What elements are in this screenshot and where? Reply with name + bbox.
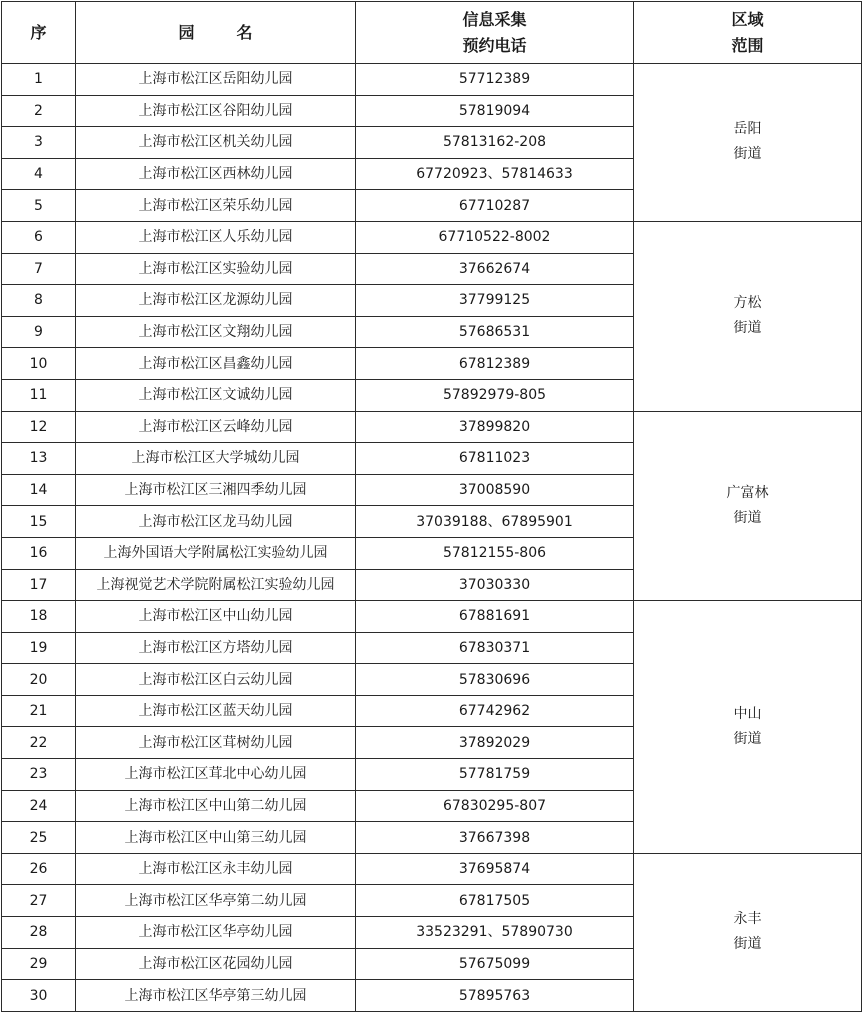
district-cell — [634, 221, 862, 411]
kindergarten-name: 上海市松江区人乐幼儿园 — [76, 221, 356, 253]
row-number: 12 — [2, 411, 76, 443]
kindergarten-name: 上海市松江区华亭幼儿园 — [76, 917, 356, 949]
district-name: 永丰 — [733, 911, 762, 928]
appointment-phone: 67830371 — [356, 632, 634, 664]
kindergarten-name: 上海市松江区华亭第二幼儿园 — [76, 885, 356, 917]
district-name: 方松 — [733, 295, 762, 312]
row-number: 9 — [2, 316, 76, 348]
header-name — [76, 2, 356, 64]
kindergarten-name: 上海市松江区中山第三幼儿园 — [76, 822, 356, 854]
row-number: 21 — [2, 695, 76, 727]
row-number: 27 — [2, 885, 76, 917]
appointment-phone: 33523291、57890730 — [356, 917, 634, 949]
appointment-phone: 37695874 — [356, 853, 634, 885]
appointment-phone: 37039188、67895901 — [356, 506, 634, 538]
district-cell — [634, 411, 862, 601]
district-suffix: 街道 — [733, 320, 762, 337]
appointment-phone: 37667398 — [356, 822, 634, 854]
row-number: 17 — [2, 569, 76, 601]
kindergarten-name: 上海市松江区中山幼儿园 — [76, 601, 356, 633]
header-phone — [356, 2, 634, 64]
kindergarten-name: 上海市松江区茸树幼儿园 — [76, 727, 356, 759]
kindergarten-name: 上海市松江区岳阳幼儿园 — [76, 64, 356, 96]
row-number: 6 — [2, 221, 76, 253]
district-name: 中山 — [733, 705, 762, 722]
table-row — [2, 601, 862, 633]
row-number: 1 — [2, 64, 76, 96]
kindergarten-name: 上海市松江区昌鑫幼儿园 — [76, 348, 356, 380]
appointment-phone: 67720923、57814633 — [356, 158, 634, 190]
kindergarten-name: 上海市松江区西林幼儿园 — [76, 158, 356, 190]
appointment-phone: 37799125 — [356, 285, 634, 317]
district-cell — [634, 64, 862, 222]
row-number: 22 — [2, 727, 76, 759]
table-row — [2, 853, 862, 885]
appointment-phone: 57813162-208 — [356, 127, 634, 159]
appointment-phone: 57675099 — [356, 948, 634, 980]
row-number: 25 — [2, 822, 76, 854]
table-row — [2, 411, 862, 443]
district-suffix: 街道 — [733, 730, 762, 747]
kindergarten-name: 上海市松江区中山第二幼儿园 — [76, 790, 356, 822]
row-number: 19 — [2, 632, 76, 664]
appointment-phone: 57686531 — [356, 316, 634, 348]
district-suffix: 街道 — [733, 936, 762, 953]
header-name-char-2: 名 — [236, 22, 253, 42]
row-number: 18 — [2, 601, 76, 633]
row-number: 2 — [2, 95, 76, 127]
row-number: 23 — [2, 759, 76, 791]
kindergarten-name: 上海市松江区龙源幼儿园 — [76, 285, 356, 317]
district-name: 广富林 — [726, 484, 769, 501]
row-number: 16 — [2, 537, 76, 569]
appointment-phone: 57712389 — [356, 64, 634, 96]
row-number: 7 — [2, 253, 76, 285]
appointment-phone: 67812389 — [356, 348, 634, 380]
kindergarten-name: 上海市松江区文诚幼儿园 — [76, 379, 356, 411]
kindergarten-name: 上海市松江区三湘四季幼儿园 — [76, 474, 356, 506]
appointment-phone: 67811023 — [356, 443, 634, 475]
row-number: 29 — [2, 948, 76, 980]
appointment-phone: 37899820 — [356, 411, 634, 443]
appointment-phone: 57812155-806 — [356, 537, 634, 569]
appointment-phone: 67817505 — [356, 885, 634, 917]
appointment-phone: 57830696 — [356, 664, 634, 696]
table-body — [2, 64, 862, 1012]
appointment-phone: 67710287 — [356, 190, 634, 222]
kindergarten-name: 上海视觉艺术学院附属松江实验幼儿园 — [76, 569, 356, 601]
row-number: 30 — [2, 980, 76, 1012]
kindergarten-name: 上海市松江区云峰幼儿园 — [76, 411, 356, 443]
appointment-phone: 57819094 — [356, 95, 634, 127]
kindergarten-name: 上海市松江区永丰幼儿园 — [76, 853, 356, 885]
header-phone-line1: 信息采集 — [462, 9, 527, 29]
table-row — [2, 221, 862, 253]
appointment-phone: 57781759 — [356, 759, 634, 791]
header-row — [2, 2, 862, 64]
appointment-phone: 67830295-807 — [356, 790, 634, 822]
kindergarten-table — [1, 1, 862, 1012]
appointment-phone: 67742962 — [356, 695, 634, 727]
kindergarten-name: 上海市松江区方塔幼儿园 — [76, 632, 356, 664]
kindergarten-name: 上海市松江区茸北中心幼儿园 — [76, 759, 356, 791]
appointment-phone: 57892979-805 — [356, 379, 634, 411]
row-number: 8 — [2, 285, 76, 317]
kindergarten-table-sheet — [1, 1, 862, 1012]
kindergarten-name: 上海市松江区蓝天幼儿园 — [76, 695, 356, 727]
appointment-phone: 37662674 — [356, 253, 634, 285]
district-cell — [634, 601, 862, 854]
row-number: 5 — [2, 190, 76, 222]
kindergarten-name: 上海市松江区龙马幼儿园 — [76, 506, 356, 538]
header-no: 序 — [2, 2, 76, 64]
kindergarten-name: 上海市松江区实验幼儿园 — [76, 253, 356, 285]
row-number: 28 — [2, 917, 76, 949]
appointment-phone: 37892029 — [356, 727, 634, 759]
kindergarten-name: 上海市松江区谷阳幼儿园 — [76, 95, 356, 127]
appointment-phone: 37008590 — [356, 474, 634, 506]
row-number: 15 — [2, 506, 76, 538]
row-number: 20 — [2, 664, 76, 696]
header-name-char-1: 园 — [178, 22, 195, 42]
header-area-line2: 范围 — [731, 35, 764, 55]
kindergarten-name: 上海市松江区文翔幼儿园 — [76, 316, 356, 348]
row-number: 4 — [2, 158, 76, 190]
table-row — [2, 64, 862, 96]
row-number: 11 — [2, 379, 76, 411]
district-suffix: 街道 — [733, 146, 762, 163]
row-number: 14 — [2, 474, 76, 506]
header-area-line1: 区域 — [731, 9, 764, 29]
district-suffix: 街道 — [733, 509, 762, 526]
row-number: 13 — [2, 443, 76, 475]
district-name: 岳阳 — [733, 121, 762, 138]
kindergarten-name: 上海市松江区大学城幼儿园 — [76, 443, 356, 475]
appointment-phone: 67881691 — [356, 601, 634, 633]
kindergarten-name: 上海市松江区荣乐幼儿园 — [76, 190, 356, 222]
appointment-phone: 67710522-8002 — [356, 221, 634, 253]
row-number: 26 — [2, 853, 76, 885]
row-number: 3 — [2, 127, 76, 159]
row-number: 10 — [2, 348, 76, 380]
header-area — [634, 2, 862, 64]
appointment-phone: 37030330 — [356, 569, 634, 601]
kindergarten-name: 上海市松江区机关幼儿园 — [76, 127, 356, 159]
kindergarten-name: 上海市松江区白云幼儿园 — [76, 664, 356, 696]
district-cell — [634, 853, 862, 1011]
kindergarten-name: 上海外国语大学附属松江实验幼儿园 — [76, 537, 356, 569]
kindergarten-name: 上海市松江区华亭第三幼儿园 — [76, 980, 356, 1012]
row-number: 24 — [2, 790, 76, 822]
kindergarten-name: 上海市松江区花园幼儿园 — [76, 948, 356, 980]
appointment-phone: 57895763 — [356, 980, 634, 1012]
header-phone-line2: 预约电话 — [462, 35, 527, 55]
